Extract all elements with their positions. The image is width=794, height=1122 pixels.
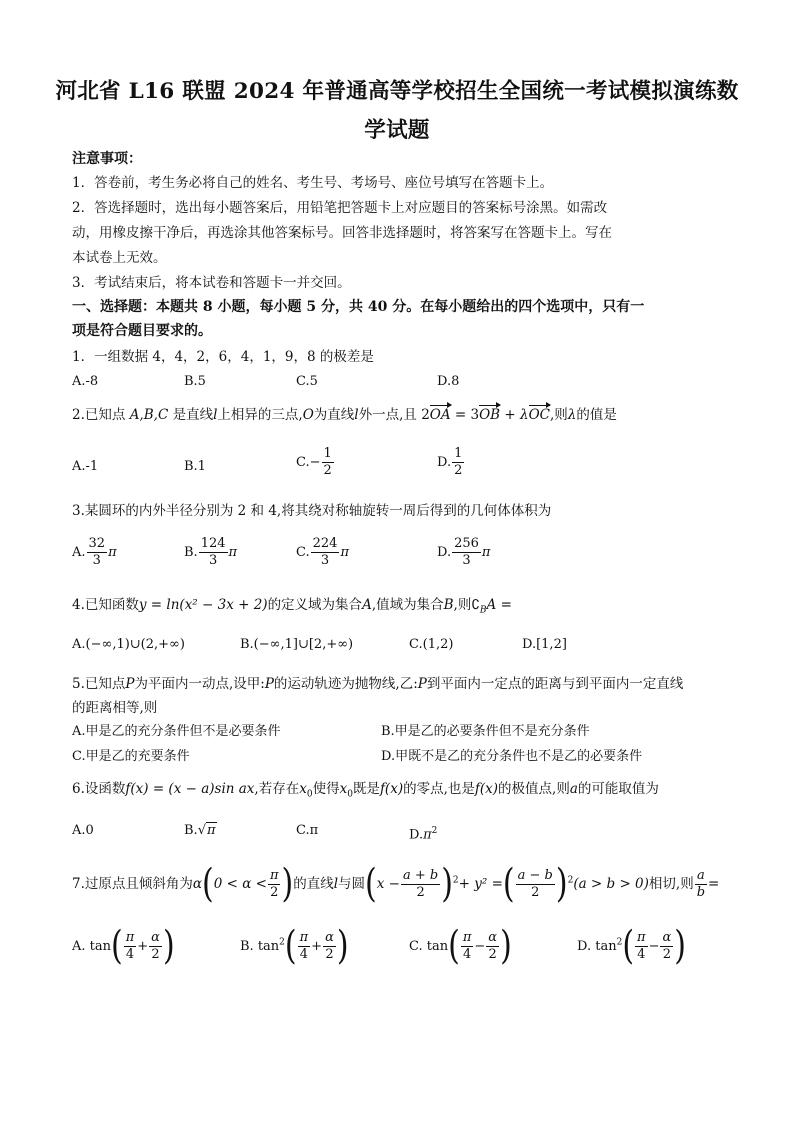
q5-option-a: A.甲是乙的充分条件但不是必要条件	[72, 724, 281, 739]
question-4-stem: 4.已知函数y = ln(x² − 3x + 2)的定义域为集合A,值域为集合B,则$∁_BA$ =	[72, 597, 512, 616]
q3-option-c: C. $\frac{224}{3}$ π	[296, 536, 349, 568]
q6-option-b: B.√π	[184, 823, 216, 838]
notice-item-2-cont: 动，用橡皮擦干净后，再选涂其他答案标号。回答非选择题时，将答案写在答题卡上。写在	[72, 225, 612, 241]
notice-item-1: 1．答卷前，考生务必将自己的姓名、考生号、考场号、座位号填写在答题卡上。	[72, 175, 554, 191]
q3-option-b: B. $\frac{124}{3}$ π	[184, 536, 238, 568]
q7-option-a: A. tan( $\frac{\pi}{4}$ + $\frac{\alpha}{2}$ )	[72, 923, 175, 969]
q2-option-c: C.− $\frac{1}{2}$	[296, 446, 332, 478]
q4-option-a: A.(−∞,1)∪(2,+∞)	[72, 637, 185, 652]
vector-oc: OC	[528, 407, 550, 423]
section1-heading: 一、选择题：本题共 8 小题，每小题 5 分，共 40 分。在每小题给出的四个选项中，只有一	[72, 299, 645, 315]
q1-option-c: C.5	[296, 374, 318, 389]
q6-option-d: $D.\pi^2$	[409, 826, 438, 843]
notice-item-3: 3．考试结束后，将本试卷和答题卡一并交回。	[72, 275, 351, 291]
question-7-stem: 7.过原点且倾斜角为α(0 < α < $\frac{\pi}{2}$ )的直线l与圆(x − $\frac{a + b}{2}$ )$^2$+ y² =( $\frac{a - b}{2}$ )$^2$(a > b > 0)相切,则 $\frac{a}{b}$ =	[72, 861, 720, 907]
exam-title-line1: 河北省 L16 联盟 2024 年普通高等学校招生全国统一考试模拟演练数	[55, 79, 739, 104]
notice-item-2: 2．答选择题时，选出每小题答案后，用铅笔把答题卡上对应题目的答案标号涂黑。如需改	[72, 200, 608, 216]
question-1-stem: 1．一组数据 4，4，2，6，4，1，9，8 的极差是	[72, 349, 374, 365]
q2-option-d: D. $\frac{1}{2}$	[437, 446, 463, 478]
q5-option-c: C.甲是乙的充要条件	[72, 749, 190, 764]
notice-heading: 注意事项：	[72, 151, 142, 167]
q7-option-b: B. $\tan^2$( $\frac{\pi}{4}$ + $\frac{\alpha}{2}$ )	[240, 923, 349, 969]
q5-option-b: B.甲是乙的必要条件但不是充分条件	[381, 724, 590, 739]
notice-item-2-end: 本试卷上无效。	[72, 250, 167, 266]
question-6-stem: 6.设函数f(x) = (x − a)sin ax,若存在$x_0$使得$x_0$既是f(x)的零点,也是f(x)的极值点,则a的可能取值为	[72, 781, 659, 800]
q1-option-a: A.-8	[72, 374, 99, 389]
q5-option-d: D.甲既不是乙的充分条件也不是乙的必要条件	[381, 749, 643, 764]
q2-option-a: A.-1	[72, 459, 99, 474]
q6-option-a: A.0	[72, 823, 94, 838]
question-5-stem: 5.已知点P为平面内一动点,设甲:P的运动轨迹为抛物线,乙:P到平面内一定点的距离与到平面内一定直线	[72, 676, 684, 692]
q2-option-b: B.1	[184, 459, 206, 474]
q3-option-d: D. $\frac{256}{3}$ π	[437, 536, 491, 568]
vector-oa: OA	[429, 407, 451, 423]
q4-option-b: B.(−∞,1]∪[2,+∞)	[240, 637, 354, 652]
vector-ob: OB	[479, 407, 501, 423]
question-2-stem: 2.已知点 A,B,C 是直线l上相异的三点,O为直线l外一点,且 2OA = 3OB + λOC,则λ的值是	[72, 407, 617, 423]
exam-title-line2: 学试题	[364, 118, 430, 143]
q7-option-c: C. tan( $\frac{\pi}{4}$ − $\frac{\alpha}{2}$ )	[409, 923, 512, 969]
q6-option-c: C.π	[296, 823, 319, 838]
q1-option-b: B.5	[184, 374, 206, 389]
q4-option-c: C.(1,2)	[409, 637, 454, 652]
q1-option-d: D.8	[437, 374, 460, 389]
q4-option-d: D.[1,2]	[522, 637, 567, 652]
question-3-stem: 3.某圆环的内外半径分别为 2 和 4,将其绕对称轴旋转一周后得到的几何体体积为	[72, 503, 552, 519]
q7-option-d: D. $\tan^2$( $\frac{\pi}{4}$ − $\frac{\alpha}{2}$ )	[577, 923, 686, 969]
section1-heading-cont: 项是符合题目要求的。	[72, 323, 212, 339]
question-5-stem-cont: 的距离相等,则	[72, 700, 158, 716]
q3-option-a: A. $\frac{32}{3}$ π	[72, 536, 117, 568]
